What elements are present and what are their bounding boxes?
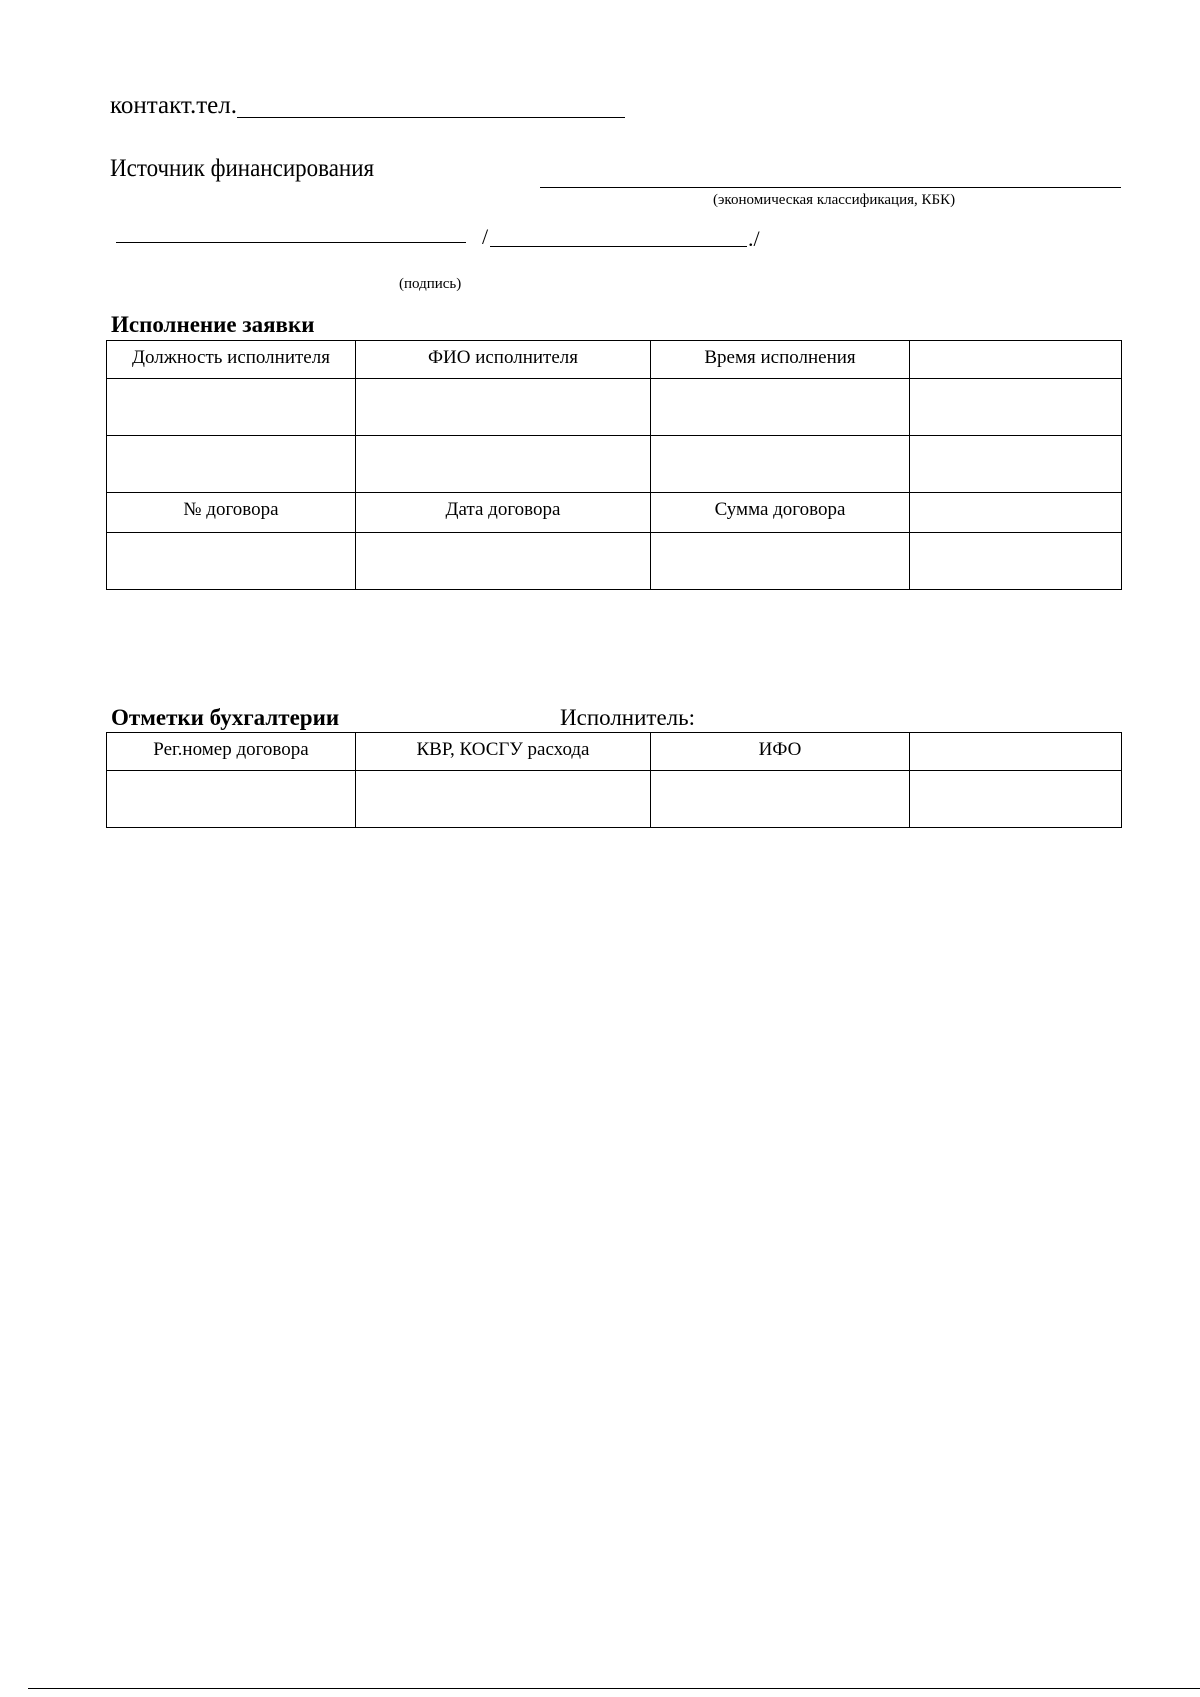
signature-slash-open: / — [482, 224, 489, 249]
cell-blank[interactable] — [910, 771, 1122, 828]
header-kvr-kosgu: КВР, КОСГУ расхода — [356, 733, 651, 771]
cell-ifo[interactable] — [651, 771, 910, 828]
funding-source-field[interactable] — [540, 187, 1121, 188]
accounting-section-title: Отметки бухгалтерии — [111, 705, 340, 730]
funding-source-label: Источник финансирования — [110, 155, 375, 182]
page-bottom-rule — [28, 1688, 1200, 1689]
cell-blank[interactable] — [910, 533, 1122, 590]
contact-phone-field[interactable] — [237, 117, 625, 118]
cell-blank[interactable] — [910, 379, 1122, 436]
cell-contract-number[interactable] — [107, 533, 356, 590]
header-contract-sum: Сумма договора — [651, 493, 910, 533]
header-blank — [910, 733, 1122, 771]
cell-execution-time[interactable] — [651, 436, 910, 493]
cell-executor-name[interactable] — [356, 436, 651, 493]
funding-source-caption: (экономическая классификация, КБК) — [713, 192, 956, 208]
header-blank — [910, 341, 1122, 379]
execution-table — [106, 340, 1122, 590]
cell-executor-position[interactable] — [107, 436, 356, 493]
header-blank — [910, 493, 1122, 533]
header-reg-number: Рег.номер договора — [107, 733, 356, 771]
cell-contract-date[interactable] — [356, 533, 651, 590]
contact-phone-label: контакт.тел. — [110, 92, 237, 119]
contract-entry-row — [107, 533, 1122, 590]
accounting-entry-row — [107, 771, 1122, 828]
executor-label: Исполнитель: — [560, 705, 696, 730]
header-ifo: ИФО — [651, 733, 910, 771]
signature-caption: (подпись) — [399, 276, 462, 292]
execution-entry-row — [107, 436, 1122, 493]
cell-executor-name[interactable] — [356, 379, 651, 436]
signature-slash-close: ./ — [748, 226, 760, 251]
accounting-header-row — [107, 733, 1122, 771]
header-executor-name: ФИО исполнителя — [356, 341, 651, 379]
execution-header-row-1 — [107, 341, 1122, 379]
signature-field[interactable] — [116, 242, 466, 243]
cell-blank[interactable] — [910, 436, 1122, 493]
header-execution-time: Время исполнения — [651, 341, 910, 379]
signature-name-field[interactable] — [490, 246, 747, 247]
execution-header-row-2 — [107, 493, 1122, 533]
accounting-table — [106, 732, 1122, 828]
cell-contract-sum[interactable] — [651, 533, 910, 590]
header-executor-position: Должность исполнителя — [107, 341, 356, 379]
cell-executor-position[interactable] — [107, 379, 356, 436]
execution-section-title: Исполнение заявки — [111, 312, 315, 337]
cell-kvr-kosgu[interactable] — [356, 771, 651, 828]
cell-reg-number[interactable] — [107, 771, 356, 828]
cell-execution-time[interactable] — [651, 379, 910, 436]
execution-entry-row — [107, 379, 1122, 436]
header-contract-date: Дата договора — [356, 493, 651, 533]
header-contract-number: № договора — [107, 493, 356, 533]
